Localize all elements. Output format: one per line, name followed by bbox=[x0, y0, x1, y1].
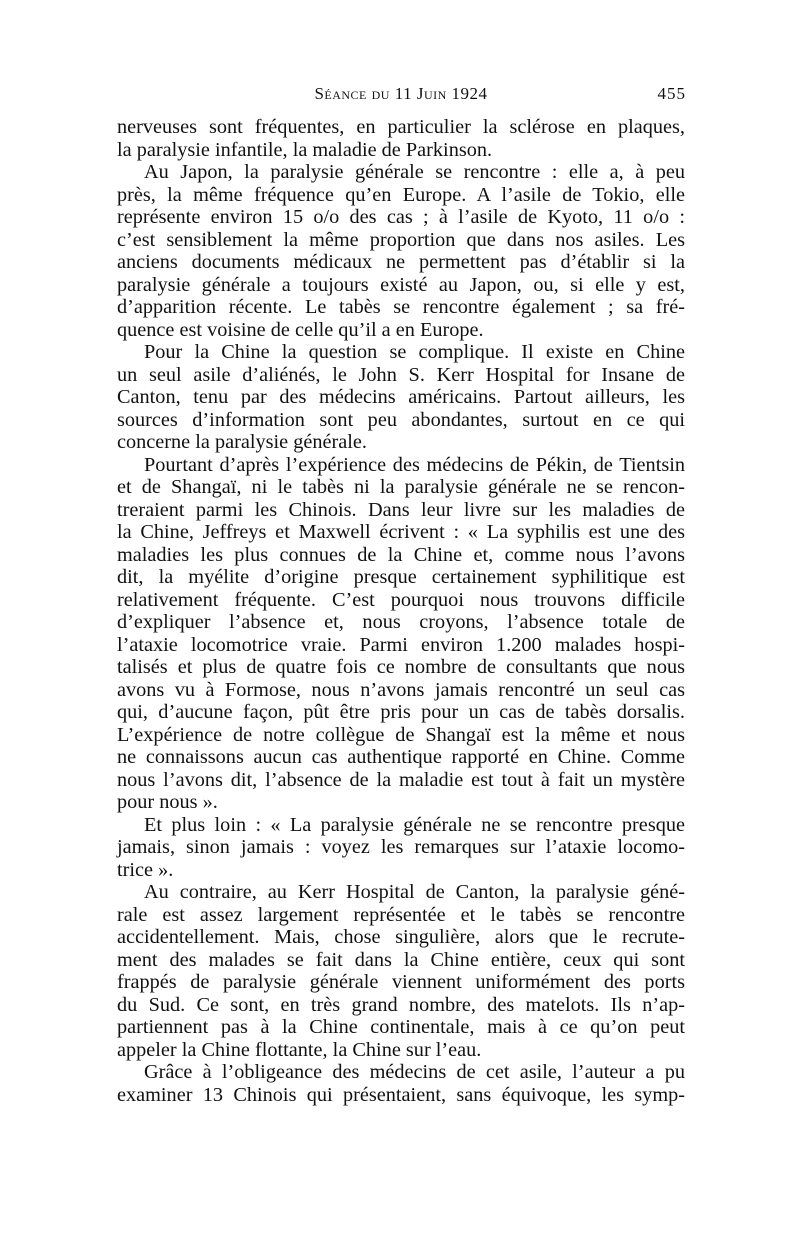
running-title: Séance du 11 Juin 1924 bbox=[314, 84, 488, 103]
text-line: la paralysie infantile, la maladie de Parkinson. bbox=[117, 138, 493, 161]
text-line: sources d’information sont peu abondantes, surtout en ce qui bbox=[117, 408, 685, 431]
text-line: nerveuses sont fréquentes, en particulier la sclérose en plaques, bbox=[117, 116, 685, 138]
text-line: treraient parmi les Chinois. Dans leur livre sur les maladies de bbox=[117, 498, 685, 521]
text-line: nous l’avons dit, l’absence de la maladie est tout à fait un mystère bbox=[117, 768, 685, 791]
text-line: anciens documents médicaux ne permettent pas d’établir si la bbox=[117, 251, 685, 273]
text-line: talisés et plus de quatre fois ce nombre de consultants que nous bbox=[117, 656, 685, 678]
text-line: rale est assez largement représentée et le tabès se rencontre bbox=[117, 903, 685, 926]
text-line: paralysie générale a toujours existé au Japon, ou, si elle y est, bbox=[117, 273, 685, 296]
text-line: accidentellement. Mais, chose singulière, alors que le recrute- bbox=[117, 926, 685, 948]
text-line: avons vu à Formose, nous n’avons jamais rencontré un seul cas bbox=[117, 678, 685, 701]
text-line: jamais, sinon jamais : voyez les remarques sur l’ataxie locomo- bbox=[117, 836, 685, 858]
text-line: et de Shangaï, ni le tabès ni la paralysie générale ne se rencon- bbox=[117, 476, 685, 498]
text-line: Pourtant d’après l’expérience des médecins de Pékin, de Tientsin bbox=[144, 453, 685, 476]
text-line: examiner 13 Chinois qui présentaient, sans équivoque, les symp- bbox=[117, 1083, 685, 1106]
page-number: 455 bbox=[657, 84, 686, 103]
text-line: frappés de paralysie générale viennent uniformément des ports bbox=[117, 971, 685, 993]
text-line: ne connaissons aucun cas authentique rapporté en Chine. Comme bbox=[117, 746, 685, 768]
text-line: relativement fréquente. C’est pourquoi nous trouvons difficile bbox=[117, 588, 685, 611]
text-line: Au Japon, la paralysie générale se rencontre : elle a, à peu bbox=[144, 161, 685, 183]
text-line: Grâce à l’obligeance des médecins de cet asile, l’auteur a pu bbox=[144, 1061, 685, 1083]
text-line: du Sud. Ce sont, en très grand nombre, des matelots. Ils n’ap- bbox=[117, 993, 685, 1016]
text-line: trice ». bbox=[117, 858, 174, 881]
text-line: un seul asile d’aliénés, le John S. Kerr Hospital for Insane de bbox=[117, 363, 685, 386]
text-line: ment des malades se fait dans la Chine entière, ceux qui sont bbox=[117, 948, 685, 971]
text-line: Pour la Chine la question se complique. Il existe en Chine bbox=[144, 341, 685, 363]
text-line: c’est sensiblement la même proportion que dans nos asiles. Les bbox=[117, 228, 685, 251]
text-line: représente environ 15 o/o des cas ; à l’asile de Kyoto, 11 o/o : bbox=[117, 206, 685, 228]
text-line: Et plus loin : « La paralysie générale ne se rencontre presque bbox=[144, 813, 685, 836]
running-header bbox=[116, 84, 686, 108]
text-line: maladies les plus connues de la Chine et, comme nous l’avons bbox=[117, 543, 685, 566]
text-line: pour nous ». bbox=[117, 791, 218, 813]
text-line: la Chine, Jeffreys et Maxwell écrivent : « La syphilis est une des bbox=[117, 521, 685, 543]
text-line: près, la même fréquence qu’en Europe. A l’asile de Tokio, elle bbox=[117, 183, 685, 206]
text-line: d’apparition récente. Le tabès se rencontre également ; sa fré- bbox=[117, 296, 685, 318]
text-line: L’expérience de notre collègue de Shangaï est la même et nous bbox=[117, 723, 685, 746]
text-line: l’ataxie locomotrice vraie. Parmi environ 1.200 malades hospi- bbox=[117, 633, 685, 656]
text-line: qui, d’aucune façon, pût être pris pour un cas de tabès dorsalis. bbox=[117, 701, 685, 723]
body-text bbox=[117, 116, 685, 1106]
text-line: Au contraire, au Kerr Hospital de Canton, la paralysie géné- bbox=[144, 881, 685, 903]
text-line: appeler la Chine flottante, la Chine sur l’eau. bbox=[117, 1038, 482, 1061]
text-line: d’expliquer l’absence et, nous croyons, l’absence totale de bbox=[117, 611, 685, 633]
text-line: dit, la myélite d’origine presque certainement syphilitique est bbox=[117, 566, 685, 588]
text-line: partiennent pas à la Chine continentale, mais à ce qu’on peut bbox=[117, 1016, 685, 1038]
text-line: Canton, tenu par des médecins américains. Partout ailleurs, les bbox=[117, 386, 685, 408]
text-line: quence est voisine de celle qu’il a en Europe. bbox=[117, 318, 484, 341]
text-line: concerne la paralysie générale. bbox=[117, 431, 367, 453]
